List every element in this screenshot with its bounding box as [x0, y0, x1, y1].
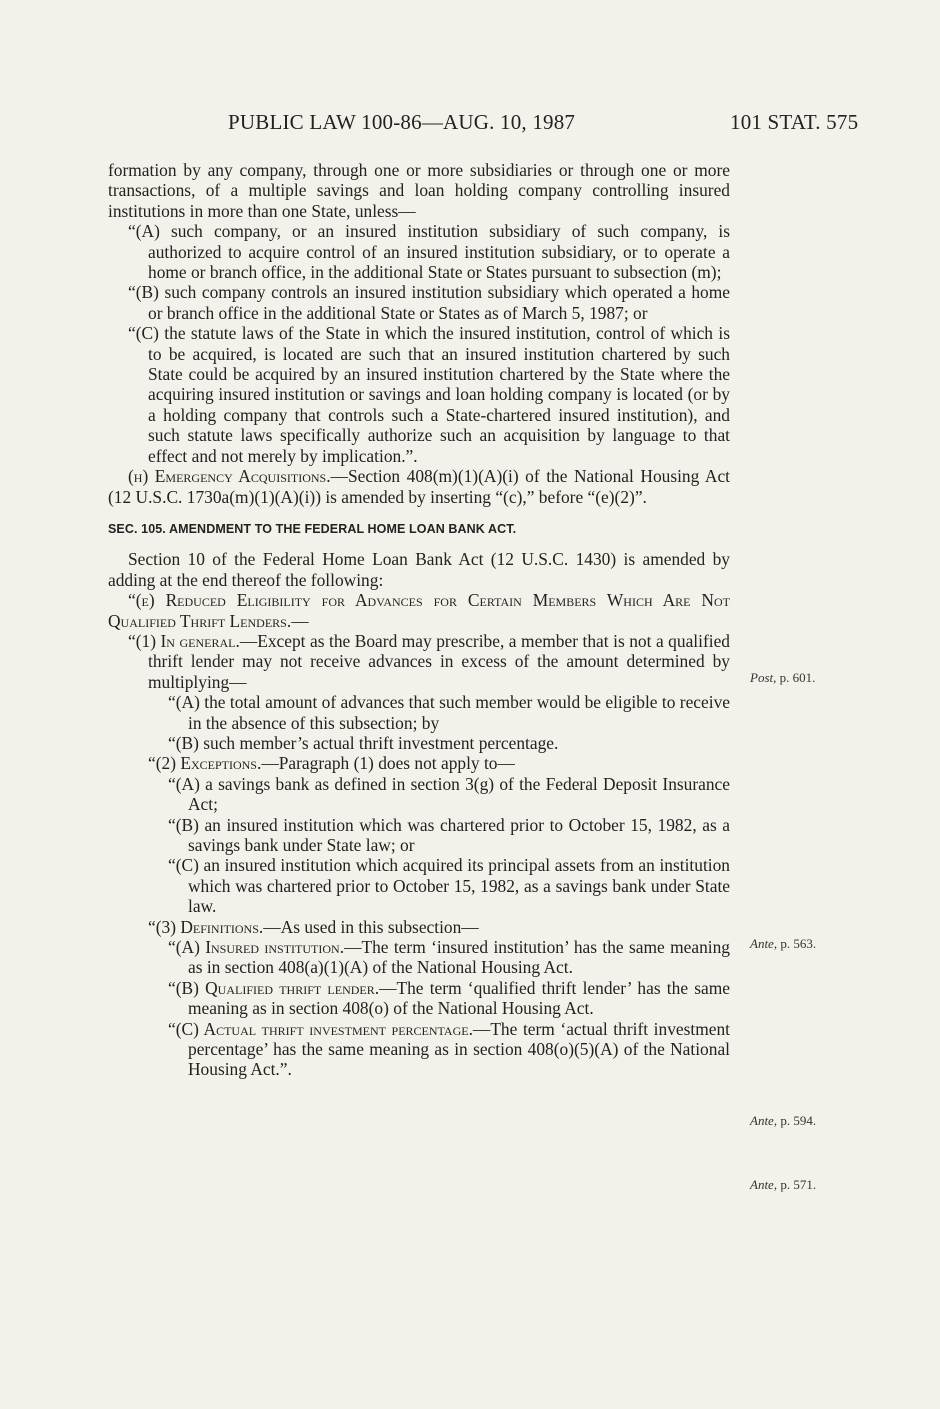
subsection-h-heading: (h) Emergency Acquisitions.	[128, 466, 331, 487]
margin-note-ref: Post,	[750, 670, 777, 685]
clause-e3-b-heading: “(B) Qualified thrift lender.	[168, 977, 380, 998]
clause-e2-b: “(B) an insured institution which was chartered prior to October 15, 1982, as a savings bank under State law; or	[168, 814, 730, 855]
paragraph-e2	[108, 753, 730, 773]
page-header	[0, 110, 940, 140]
paragraph-e2-heading: “(2) Exceptions.	[148, 753, 262, 774]
clause-e1-b: “(B) such member’s actual thrift investment percentage.	[168, 732, 559, 753]
margin-note-ante-594	[750, 1113, 816, 1129]
clause-a: “(A) such company, or an insured institution subsidiary of such company, is authorized to acquire control of an insured institution subsidiary, or to operate a home or branch office, in the additional State or States pursuant to subsection (m);	[128, 221, 730, 283]
margin-note-ref: Ante,	[750, 1177, 778, 1192]
paragraph-e1-heading: “(1) In general.	[128, 630, 240, 651]
paragraph-e2-text: —Paragraph (1) does not apply to—	[261, 753, 515, 774]
clause-e3-a-heading: “(A) Insured institution.	[168, 937, 345, 958]
margin-note-ref: Ante,	[750, 1113, 778, 1128]
margin-note-page: p. 594.	[780, 1113, 817, 1128]
document-body	[108, 160, 730, 1080]
subsection-h-text: —Section 408(m)(1)(A)(i) of the National Housing Act (12 U.S.C. 1730a(m)(1)(A)(i)) is amended by inserting “(c),” before “(e)(2)”.	[108, 466, 730, 507]
clause-b: “(B) such company controls an insured institution subsidiary which operated a home or branch office in the additional State or States as of March 5, 1987; or	[128, 282, 730, 323]
clause-e3-b-text: —The term ‘qualified thrift lender’ has the same meaning as in section 408(o) of the National Housing Act.	[188, 977, 730, 1019]
clause-e3-a	[108, 937, 730, 978]
paragraph-e1-text: —Except as the Board may prescribe, a member that is not a qualified thrift lender may not receive advances in excess of the amount determined by multiplying—	[148, 630, 730, 692]
clause-e3-a-text: —The term ‘insured institution’ has the same meaning as in section 408(a)(1)(A) of the National Housing Act.	[188, 937, 730, 978]
header-title: PUBLIC LAW 100-86—AUG. 10, 1987	[228, 110, 576, 134]
paragraph-e3	[108, 917, 730, 937]
subsection-e-heading: “(e) Reduced Eligibility for Advances for Certain Members Which Are Not Qualified Thrift Lenders.—	[108, 590, 730, 631]
header-stat-page: 101 STAT. 575	[730, 110, 859, 134]
margin-note-page: p. 601.	[779, 670, 816, 685]
margin-note-ref: Ante,	[750, 936, 778, 951]
margin-note-post-601	[750, 670, 815, 686]
clause-e3-c-heading: “(C) Actual thrift investment percentage.	[168, 1018, 473, 1039]
paragraph-e1	[108, 631, 730, 692]
clause-c: “(C) the statute laws of the State in which the insured institution, control of which is to be acquired, is located are such that an insured institution chartered by such State could be acquired by an insured institution chartered by the State where the acquiring insured institution or savings and loan holding company is located (or by a holding company that controls such a State-chartered insured institution), and such statute laws specifically authorize such an acquisition by language to that effect and not merely by implication.”.	[128, 323, 730, 466]
section-105-text: Section 10 of the Federal Home Loan Bank Act (12 U.S.C. 1430) is amended by adding at the end thereof the following:	[108, 549, 730, 590]
clause-e3-c-text: —The term ‘actual thrift investment percentage’ has the same meaning as in section 408(o)(5)(A) of the National Housing Act.”.	[188, 1018, 730, 1080]
section-heading: SEC. 105. AMENDMENT TO THE FEDERAL HOME LOAN BANK ACT.	[108, 521, 517, 536]
clause-e1-a: “(A) the total amount of advances that such member would be eligible to receive in the absence of this subsection; by	[168, 692, 730, 733]
margin-note-page: p. 563.	[780, 936, 817, 951]
clause-e3-b	[108, 978, 730, 1019]
paragraph-e3-heading: “(3) Definitions.	[148, 916, 264, 937]
margin-note-ante-571	[750, 1177, 816, 1193]
paragraph-continuation: formation by any company, through one or more subsidiaries or through one or more transactions, of a multiple savings and loan holding company controlling insured institutions in more than one State, unless—	[108, 160, 730, 221]
margin-note-page: p. 571.	[780, 1177, 817, 1192]
clause-e2-a: “(A) a savings bank as defined in section 3(g) of the Federal Deposit Insurance Act;	[168, 773, 730, 815]
subsection-h	[108, 466, 730, 507]
clause-e3-c	[108, 1019, 730, 1080]
paragraph-e3-text: —As used in this subsection—	[263, 916, 479, 937]
clause-e2-c: “(C) an insured institution which acquired its principal assets from an institution which was chartered prior to October 15, 1982, as a savings bank under State law.	[168, 855, 730, 917]
margin-note-ante-563	[750, 936, 816, 952]
